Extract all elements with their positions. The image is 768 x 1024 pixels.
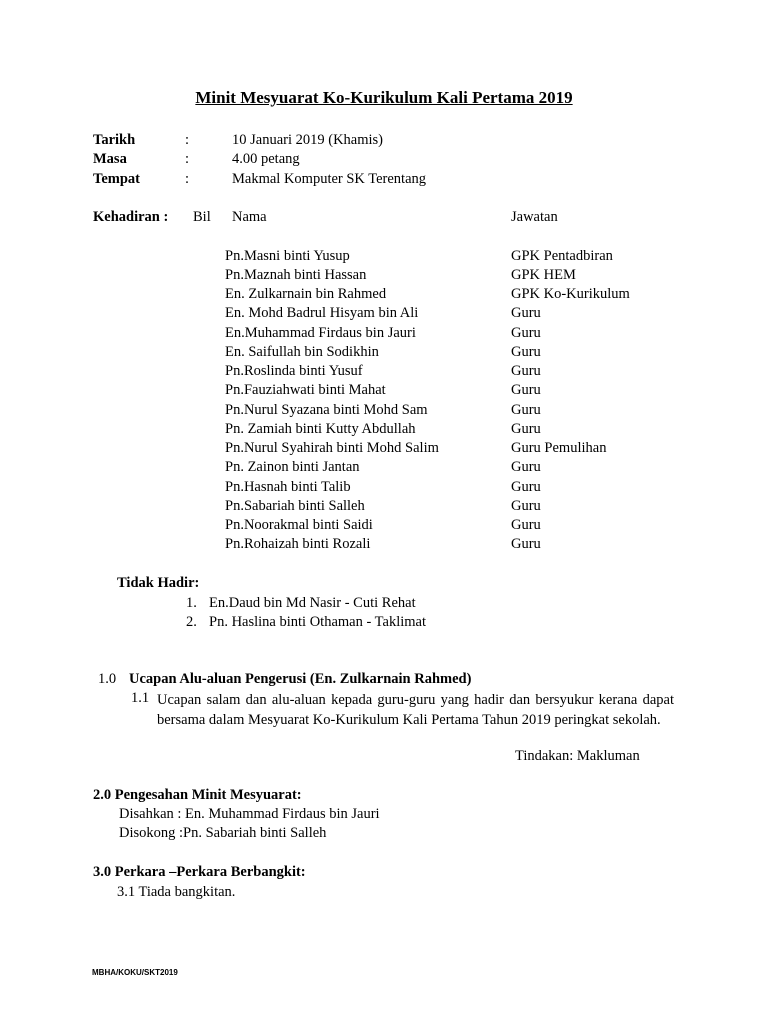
section-2-disokong: Disokong :Pn. Sabariah binti Salleh: [119, 825, 327, 841]
row-nama: Pn.Nurul Syahirah binti Mohd Salim: [225, 440, 439, 456]
row-jawatan: Guru: [511, 305, 541, 321]
section-2-heading: 2.0 Pengesahan Minit Mesyuarat:: [93, 787, 302, 803]
row-jawatan: Guru: [511, 363, 541, 379]
meta-value-tempat: Makmal Komputer SK Terentang: [232, 171, 427, 187]
row-nama: Pn.Roslinda binti Yusuf: [225, 363, 363, 379]
document-footer-code: MBHA/KOKU/SKT2019: [92, 968, 178, 977]
section-1-item-text: Ucapan salam dan alu-aluan kepada guru-guru yang hadir dan bersyukur kerana dapat bersama dalam Mesyuarat Ko-Kurikulum Kali Pertama Tahun 2019 peringkat sekolah.: [157, 692, 674, 728]
row-jawatan: Guru: [511, 382, 541, 398]
attendance-label: Kehadiran :: [93, 209, 169, 225]
row-nama: Pn. Zainon binti Jantan: [225, 459, 360, 475]
row-jawatan: Guru: [511, 402, 541, 418]
row-jawatan: Guru: [511, 498, 541, 514]
absent-item-text: Pn. Haslina binti Othaman - Taklimat: [209, 614, 426, 630]
meta-colon: :: [185, 171, 190, 187]
row-jawatan: GPK HEM: [511, 267, 576, 283]
section-2-disahkan: Disahkan : En. Muhammad Firdaus bin Jauri: [119, 806, 380, 822]
row-nama: En.Muhammad Firdaus bin Jauri: [225, 325, 416, 341]
section-1-number: 1.0: [98, 671, 117, 687]
row-jawatan: GPK Pentadbiran: [511, 248, 613, 264]
row-nama: En. Saifullah bin Sodikhin: [225, 344, 379, 360]
absent-item-text: En.Daud bin Md Nasir - Cuti Rehat: [209, 595, 416, 611]
section-3-item: 3.1 Tiada bangkitan.: [117, 884, 236, 900]
row-nama: En. Mohd Badrul Hisyam bin Ali: [225, 305, 419, 321]
row-nama: Pn.Maznah binti Hassan: [225, 267, 367, 283]
row-nama: Pn.Fauziahwati binti Mahat: [225, 382, 386, 398]
meta-colon: :: [185, 132, 190, 148]
absent-item-number: 1.: [186, 595, 197, 611]
row-nama: Pn.Nurul Syazana binti Mohd Sam: [225, 402, 428, 418]
meta-value-masa: 4.00 petang: [232, 151, 300, 167]
row-jawatan: GPK Ko-Kurikulum: [511, 286, 630, 302]
column-header-bil: Bil: [193, 209, 211, 225]
column-header-nama: Nama: [232, 209, 267, 225]
row-nama: Pn.Rohaizah binti Rozali: [225, 536, 371, 552]
section-1-heading: Ucapan Alu-aluan Pengerusi (En. Zulkarnain Rahmed): [129, 671, 472, 687]
section-1-item-number: 1.1: [131, 690, 150, 706]
row-jawatan: Guru: [511, 344, 541, 360]
row-jawatan: Guru: [511, 479, 541, 495]
absent-label: Tidak Hadir:: [117, 575, 200, 591]
row-jawatan: Guru: [511, 459, 541, 475]
row-nama: En. Zulkarnain bin Rahmed: [225, 286, 387, 302]
row-jawatan: Guru: [511, 536, 541, 552]
meta-label-tarikh: Tarikh: [93, 132, 136, 148]
row-nama: Pn.Hasnah binti Talib: [225, 479, 351, 495]
meta-label-masa: Masa: [93, 151, 127, 167]
row-nama: Pn. Zamiah binti Kutty Abdullah: [225, 421, 416, 437]
absent-item-number: 2.: [186, 614, 197, 630]
row-nama: Pn.Masni binti Yusup: [225, 248, 350, 264]
meta-colon: :: [185, 151, 190, 167]
meta-label-tempat: Tempat: [93, 171, 140, 187]
document-title: Minit Mesyuarat Ko-Kurikulum Kali Pertama 2019: [195, 88, 573, 107]
meta-value-tarikh: 10 Januari 2019 (Khamis): [232, 132, 384, 148]
row-jawatan: Guru Pemulihan: [511, 440, 607, 456]
row-jawatan: Guru: [511, 517, 541, 533]
column-header-jawatan: Jawatan: [511, 209, 558, 225]
row-nama: Pn.Sabariah binti Salleh: [225, 498, 365, 514]
section-3-heading: 3.0 Perkara –Perkara Berbangkit:: [93, 864, 306, 880]
row-jawatan: Guru: [511, 421, 541, 437]
row-jawatan: Guru: [511, 325, 541, 341]
section-1-action: Tindakan: Makluman: [515, 748, 640, 764]
row-nama: Pn.Noorakmal binti Saidi: [225, 517, 373, 533]
